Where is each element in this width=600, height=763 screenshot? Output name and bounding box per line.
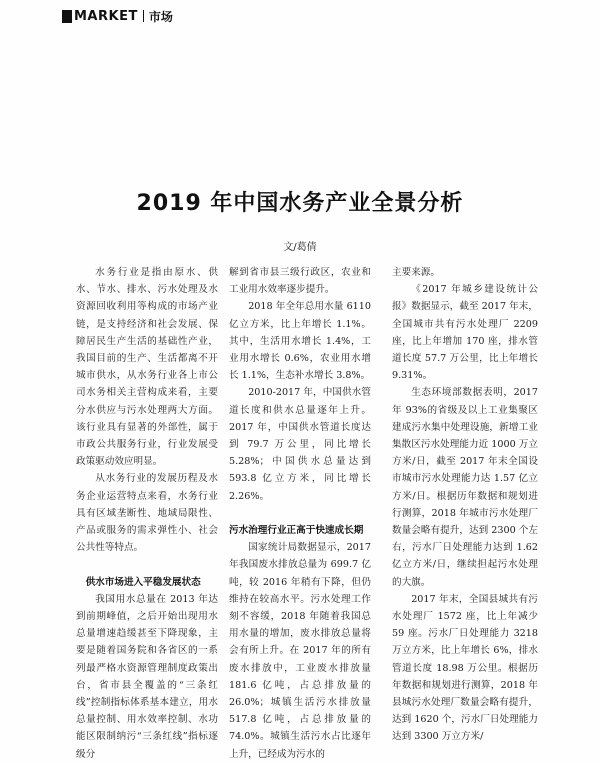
spacer (76, 556, 218, 573)
header-section: 市场 (148, 9, 173, 24)
header-block-icon (62, 10, 72, 23)
spacer (229, 505, 371, 522)
paragraph: 水务行业是指由原水、供水、节水、排水、污水处理及水资源回收利用等构成的市场产业链，是支持经济和社会发展、保障居民生产生活的基础性产业，我国目前的生产、生活都离不开城市供水，从水务行业各上市公司水务相关主营构成来看，主要分水供应与污水处理两大方面。该行业具有显著的外部性，属于市政公共服务行业，行业发展受政策驱动效应明显。 (76, 267, 218, 468)
paragraph: 解到省市县三级行政区，农业和工业用水效率逐步提升。 (229, 267, 371, 296)
paragraph: 从水务行业的发展历程及水务企业运营特点来看，水务行业具有区域垄断性、地域局限性、产品或服务的需求弹性小、社会公共性等特点。 (76, 473, 218, 554)
paragraph: 生态环境部数据表明，2017 年 93%的省级及以上工业集聚区建成污水集中处理设施，新增工业集散区污水处理能力近 1000 万立方米/日，截至 2017 年末全国设市城市污水处理能力达 1.57 亿立方米/日。根据历年数据和规划进行测算，2018 年城市污水处理厂数量会略有提升，达到 2300 个左右，污水厂日处理能力达到 1.62 亿立方米/日，继续担起污水处理的大旗。 (392, 387, 538, 588)
paragraph: 我国用水总量在 2013 年达到前期峰值，之后开始出现用水总量增速趋缓甚至下降现象，主要是随着国务院和各省区的一系列最严格水资源管理制度政策出台，省市县全覆盖的“三条红线”控制指标体系基本建立，用水总量控制、用水效率控制、水功能区限制纳污“三条红线”指标逐级分 (76, 593, 218, 760)
paragraph: 2017 年末，全国县城共有污水处理厂 1572 座，比上年减少 59 座。污水厂日处理能力 3218 万立方米，比上年增长 6%，排水管道长度 18.98 万公里。根据历年数据和规划进行测算，2018 年县城污水处理厂数量会略有提升，达到 1620 个，污水厂日处理能力达到 3300 万立方米/ (392, 593, 538, 743)
paragraph: 2010-2017 年，中国供水管道长度和供水总量逐年上升。2017 年，中国供水管道长度达到 79.7 万公里，同比增长 5.28%；中国供水总量达到 593.8 亿立方米，同比增长 2.26%。 (229, 387, 371, 502)
text-column-2 (229, 264, 371, 763)
magazine-header (62, 7, 173, 25)
article-author: 文/葛倩 (283, 242, 317, 253)
text-column-1 (76, 264, 218, 763)
paragraph: 《2017 年城乡建设统计公报》数据显示，截至 2017 年末，全国城市共有污水处理厂 2209 座，比上年增加 170 座，排水管道长度 57.7 万公里，比上年增长 9.31%。 (392, 284, 538, 382)
paragraph: 2018 年全年总用水量 6110 亿立方米，比上年增长 1.1%。其中，生活用水增长 1.4%，工业用水增长 0.6%，农业用水增长 1.1%，生态补水增长 3.8%。 (229, 301, 371, 382)
text-column-3 (392, 264, 538, 746)
section-heading: 供水市场进入平稳发展状态 (85, 576, 201, 588)
article-title: 2019 年中国水务产业全景分析 (136, 191, 464, 216)
paragraph: 主要来源。 (392, 267, 440, 278)
header-brand: MARKET (74, 8, 138, 24)
section-heading: 污水治理行业正高于快速成长期 (229, 525, 364, 537)
paragraph: 国家统计局数据显示，2017 年我国废水排放总量为 699.7 亿吨，较 2016 年稍有下降，但仍维持在较高水平。污水处理工作刻不容缓，2018 年随着我国总用水量的增加，废水排放总量将会有所上升。在 2017 年的所有废水排放中，工业废水排放量 181.6 亿吨，占总排放量的 26.0%；城镇生活污水排放量 517.8 亿吨，占总排放量的 74.0%。城镇生活污水占比逐年上升，已经成为污水的 (229, 542, 371, 760)
header-divider (143, 10, 144, 22)
